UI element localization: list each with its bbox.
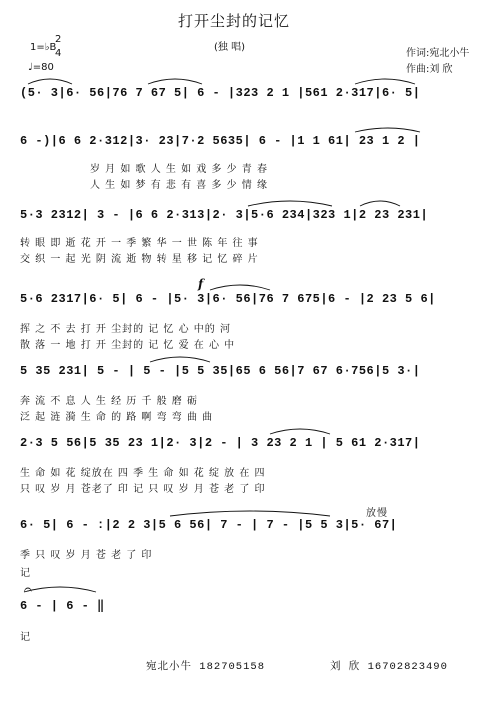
lyric-line-6-verse-2: 只 叹 岁 月 苍老了 印 记 只 叹 岁 月 苍 老 了 印 [20, 484, 266, 495]
lyric-line-8: 记 [20, 632, 31, 643]
song-subtitle: (独 唱) [214, 42, 245, 53]
lyric-line-4-verse-2: 散 落 一 地 打 开 尘封的 记 忆 爱 在 心 中 [20, 340, 236, 351]
slur-arc [150, 357, 210, 362]
lyricist-credit: 作词:宛北小牛 [406, 48, 470, 59]
lyric-line-7-verse-2: 记 [20, 568, 31, 579]
song-title: 打开尘封的记忆 [178, 12, 291, 30]
lyricist-contact: 宛北小牛 182705158 [146, 661, 266, 673]
notation-line-2: 6 -)|6 6 2·312|3· 23|7·2 5635| 6 - |1 1 61| 23 1 2 | [20, 134, 421, 148]
slur-arc [24, 587, 96, 592]
notation-line-8: 6 - | 6 - ‖ [20, 599, 105, 613]
slur-arc [28, 79, 72, 84]
lyric-line-5-verse-2: 泛 起 涟 漪 生 命 的 路 啊 弯 弯 曲 曲 [20, 412, 214, 423]
notation-line-1: (5· 3|6· 56|76 7 67 5| 6 - |323 2 1 |561 2·317|6· 5| [20, 86, 421, 100]
slur-arc [360, 201, 400, 206]
time-signature-bottom: 4 [55, 48, 62, 59]
slur-arc [355, 128, 420, 132]
slur-arc [355, 79, 415, 84]
time-signature-top: 2 [55, 34, 62, 45]
lyric-line-4-verse-1: 挥 之 不 去 打 开 尘封的 记 忆 心 中的 河 [20, 324, 231, 335]
lyric-line-5-verse-1: 奔 流 不 息 人 生 经 历 千 般 磨 砺 [20, 396, 198, 407]
lyric-line-7-verse-1: 季 只 叹 岁 月 苍 老 了 印 [20, 550, 153, 561]
slur-arc [270, 429, 330, 434]
slur-arc [210, 285, 270, 290]
slur-arc [248, 201, 332, 206]
notation-line-3: 5·3 2312| 3 - |6 6 2·313|2· 3|5·6 234|323 1|2 23 231| [20, 208, 429, 222]
lyric-line-2-verse-2: 人 生 如 梦 有 悲 有 喜 多 少 情 缘 [90, 180, 268, 191]
lyric-line-3-verse-2: 交 织 一 起 光 阴 流 逝 物 转 星 移 记 忆 碎 片 [20, 254, 259, 265]
notation-line-6: 2·3 5 56|5 35 23 1|2· 3|2 - | 3 23 2 1 | 5 61 2·317| [20, 436, 421, 450]
key-signature: 1=♭B [30, 42, 57, 53]
lyric-line-6-verse-1: 生 命 如 花 绽放在 四 季 生 命 如 花 绽 放 在 四 [20, 468, 266, 479]
notation-line-4: 5·6 2317|6· 5| 6 - |5· 3|6· 56|76 7 675|6 - |2 23 5 6| [20, 292, 436, 306]
slur-arc [170, 511, 330, 516]
forte-mark: f [198, 277, 204, 291]
tempo-marking: ♩=80 [28, 62, 54, 73]
notation-line-5: 5 35 231| 5 - | 5 - |5 5 35|65 6 56|7 67 6·756|5 3·| [20, 364, 421, 378]
composer-contact: 刘 欣 16702823490 [330, 661, 448, 673]
lyric-line-2-verse-1: 岁 月 如 歌 人 生 如 戏 多 少 青 春 [90, 164, 268, 175]
composer-credit: 作曲:刘 欣 [406, 64, 453, 75]
slowdown-mark: 放慢 [366, 508, 388, 519]
slur-arc [148, 79, 202, 84]
notation-line-7: 6· 5| 6 - :|2 2 3|5 6 56| 7 - | 7 - |5 5 3|5· 67| [20, 518, 398, 532]
lyric-line-3-verse-1: 转 眼 即 逝 花 开 一 季 繁 华 一 世 陈 年 往 事 [20, 238, 259, 249]
fermata-mark: 𝄐 [24, 582, 32, 598]
